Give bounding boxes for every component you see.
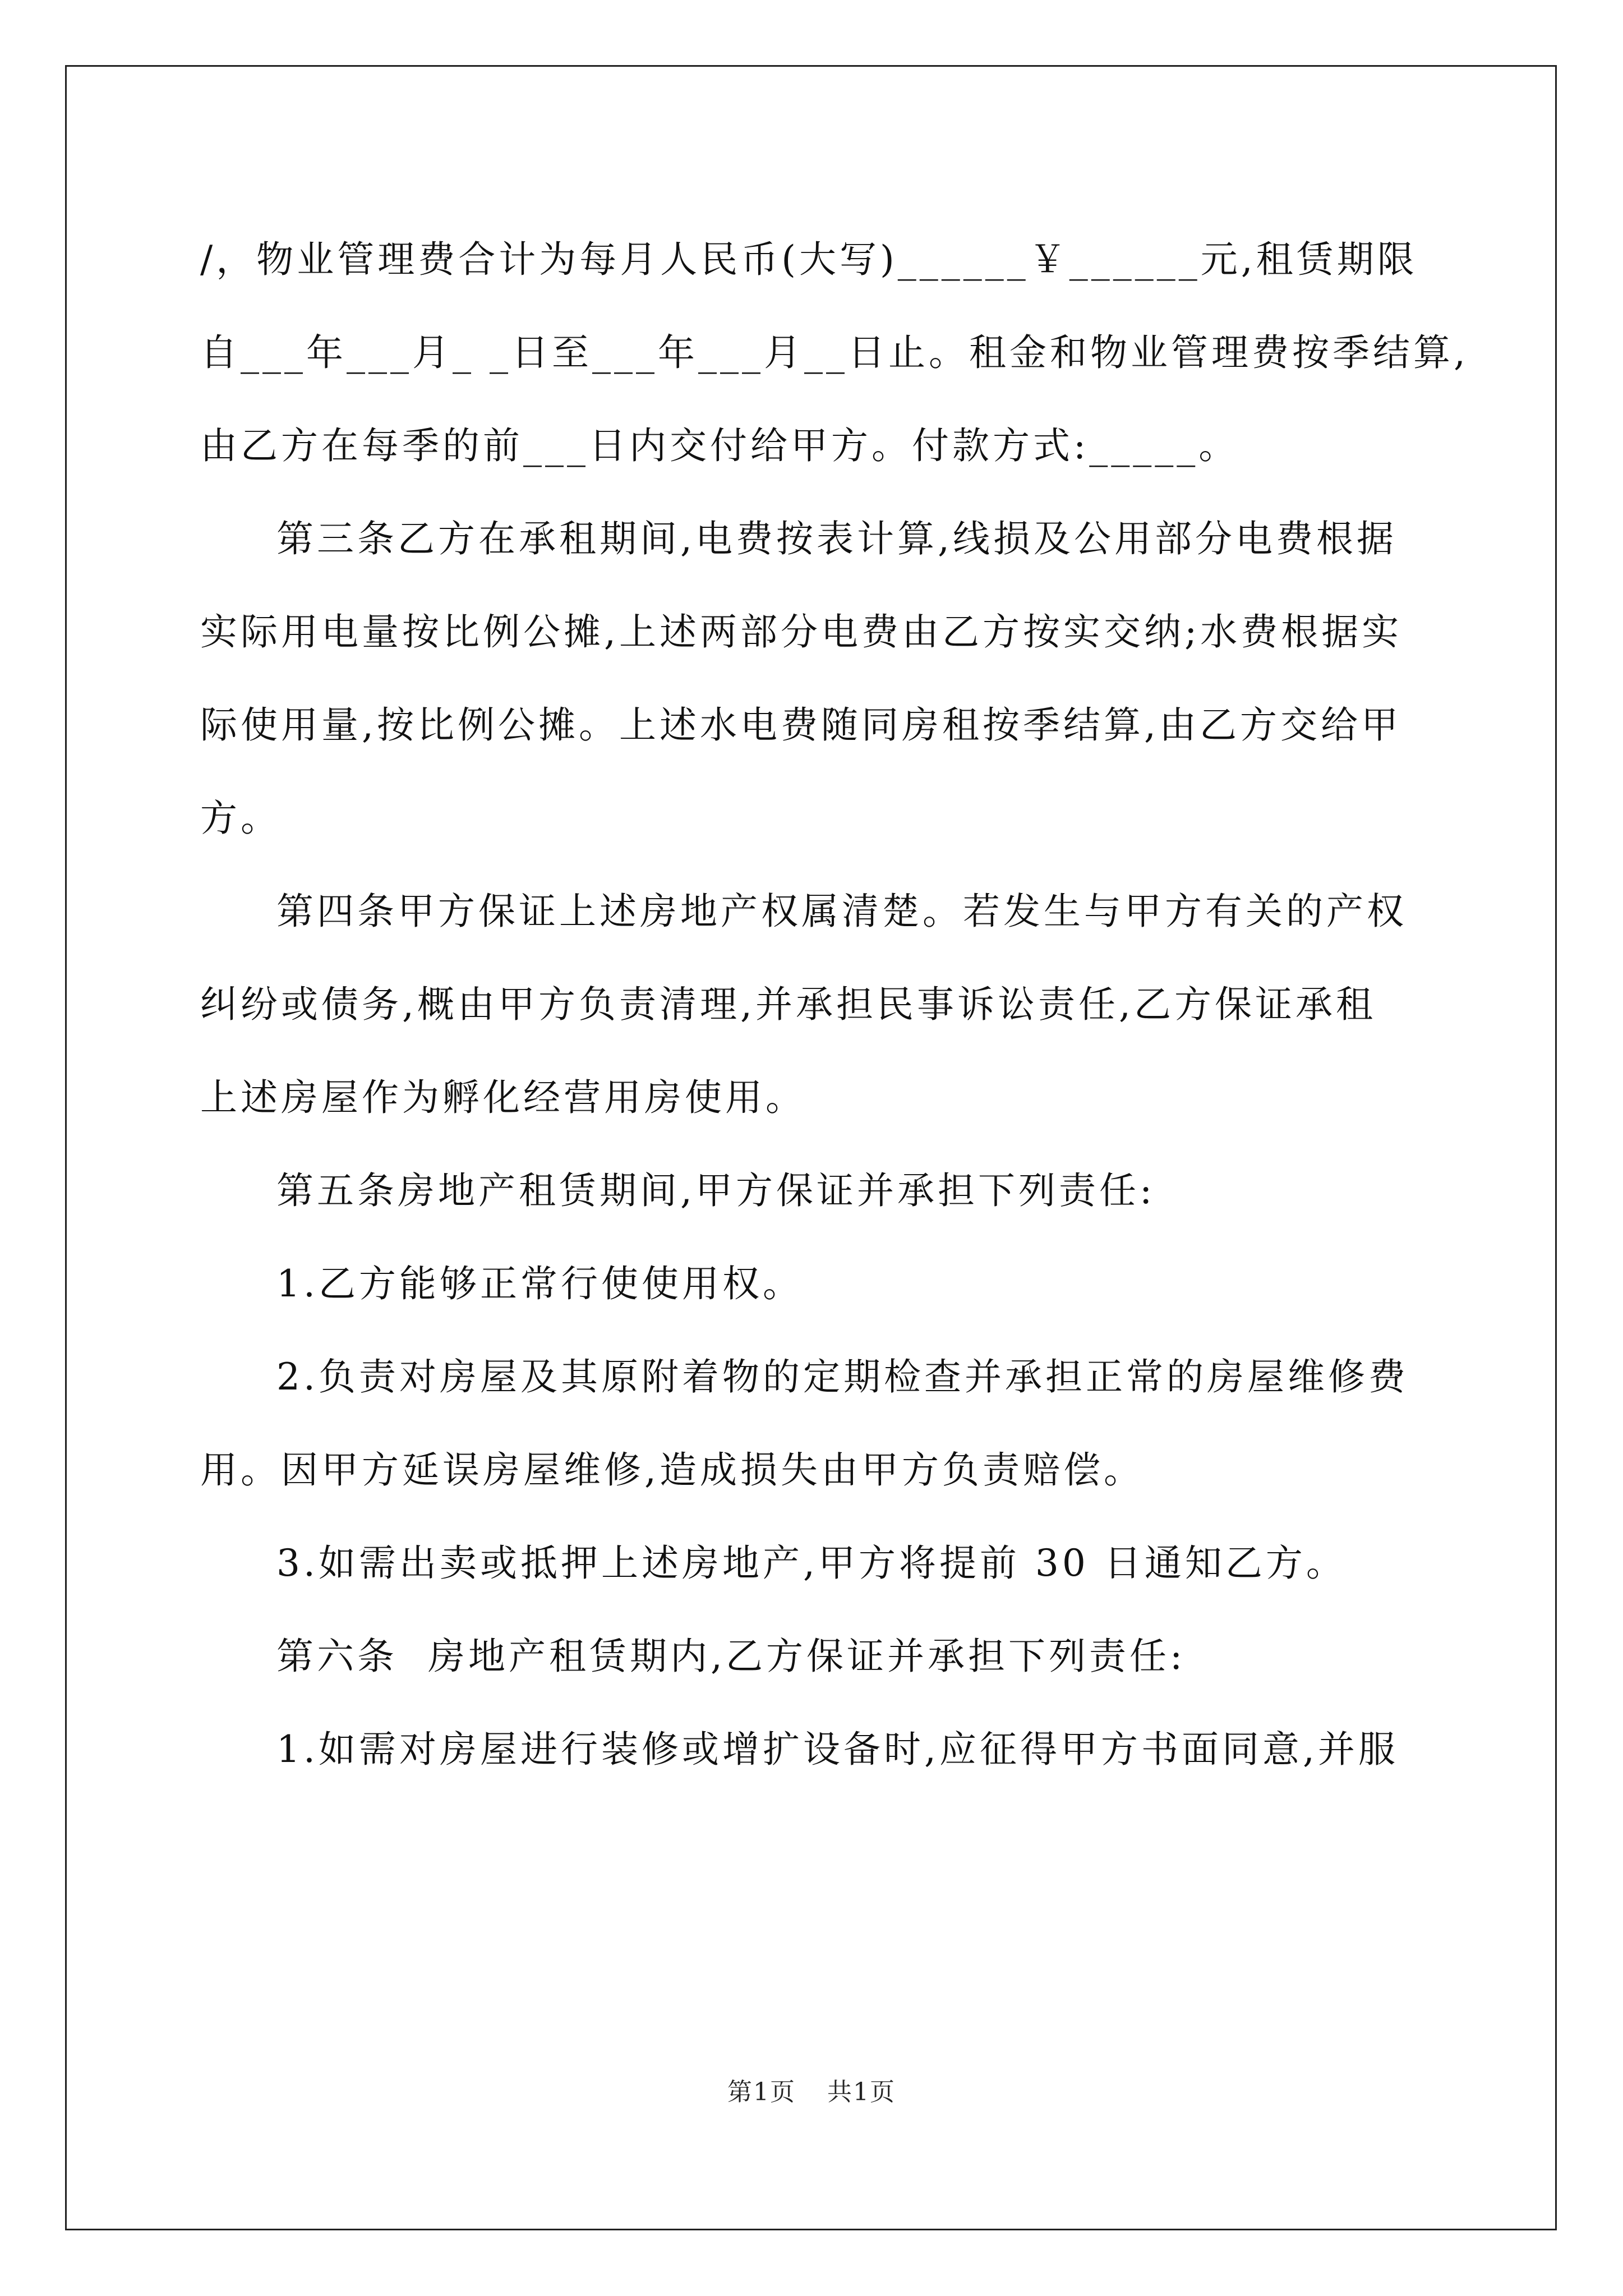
- text-line: 方。: [200, 797, 281, 840]
- text-line: 用。因甲方延误房屋维修,造成损失由甲方负责赔偿。: [200, 1448, 1144, 1492]
- list-item: 2.负责对房屋及其原附着物的定期检查并承担正常的房屋维修费: [276, 1355, 1409, 1398]
- text-line: 际使用量,按比例公摊。上述水电费随同房租按季结算,由乙方交给甲: [200, 703, 1401, 747]
- text-line: 实际用电量按比例公摊,上述两部分电费由乙方按实交纳;水费根据实: [200, 610, 1403, 654]
- list-item: 1.如需对房屋进行装修或增扩设备时,应征得甲方书面同意,并服: [276, 1728, 1399, 1771]
- document-body: [200, 213, 1469, 1796]
- page-total: 共1页: [827, 2078, 896, 2106]
- article-4-start: 第四条甲方保证上述房地产权属清楚。若发生与甲方有关的产权: [276, 890, 1407, 933]
- text-line: 上述房屋作为孵化经营用房使用。: [200, 1076, 806, 1119]
- text-line: 纠纷或债务,概由甲方负责清理,并承担民事诉讼责任,乙方保证承租: [200, 983, 1376, 1026]
- text-line: 自___年___月_ _日至___年___月__日止。租金和物业管理费按季结算,: [200, 331, 1469, 374]
- list-item: 1.乙方能够正常行使使用权。: [276, 1262, 803, 1305]
- text-line: /，物业管理费合计为每月人民币(大写)______￥______元,租赁期限: [200, 238, 1418, 281]
- list-item: 3.如需出卖或抵押上述房地产,甲方将提前 30 日通知乙方。: [276, 1542, 1347, 1585]
- page-footer: [0, 2076, 1623, 2109]
- article-6-start: 第六条 房地产租赁期内,乙方保证并承担下列责任:: [276, 1635, 1186, 1678]
- article-3-start: 第三条乙方在承租期间,电费按表计算,线损及公用部分电费根据: [276, 517, 1397, 560]
- text-line: 由乙方在每季的前___日内交付给甲方。付款方式:_____。: [200, 424, 1239, 467]
- page-number: 第1页: [727, 2078, 796, 2106]
- article-5-start: 第五条房地产租赁期间,甲方保证并承担下列责任:: [276, 1169, 1156, 1212]
